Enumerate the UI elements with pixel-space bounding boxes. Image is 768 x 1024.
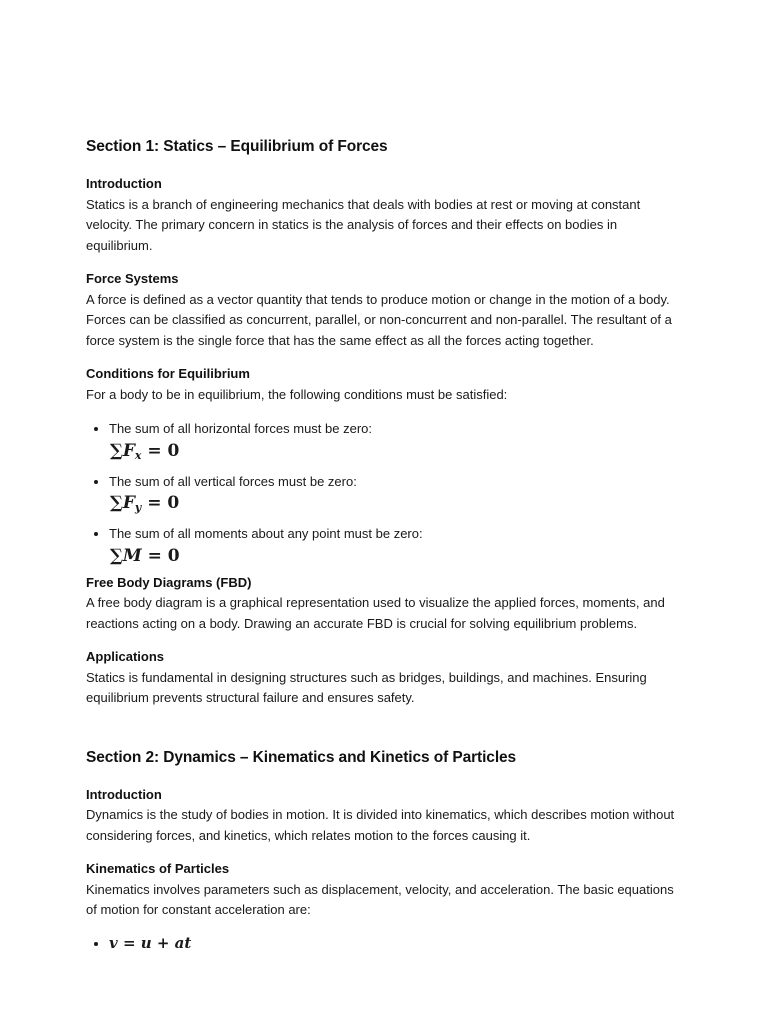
s2-intro-text: Dynamics is the study of bodies in motion. It is divided into kinematics, which describes motion without considering forces, and kinetics, which relates motion to the forces causing it. — [86, 807, 675, 843]
kinematics-text: Kinematics involves parameters such as displacement, velocity, and acceleration. The basic equations of motion for constant acceleration are: — [86, 881, 674, 917]
list-item — [109, 419, 682, 467]
section-2-title: Section 2: Dynamics – Kinematics and Kinetics of Particles — [86, 748, 517, 766]
list-item — [109, 933, 682, 955]
fbd-text: A free body diagram is a graphical representation used to visualize the applied forces, moments, and reactions acting on a body. Drawing an accurate FBD is crucial for solving equilibrium problems. — [86, 595, 665, 631]
list-item — [109, 472, 682, 520]
condition-text: The sum of all vertical forces must be zero: — [109, 473, 357, 489]
s1-intro-heading: Introduction — [86, 176, 162, 191]
equilibrium-conditions-list — [86, 419, 682, 567]
force-systems-heading: Force Systems — [86, 271, 179, 286]
equation-sum-fx: $\sum F_x = 0$ — [110, 440, 180, 462]
list-item — [109, 524, 682, 567]
equation-velocity: v = u + at — [109, 933, 192, 952]
equation-sum-m: ∑M = 0 — [110, 545, 180, 566]
motion-equations-list — [86, 933, 682, 955]
condition-text: The sum of all moments about any point must be zero: — [109, 526, 423, 541]
equilibrium-text: For a body to be in equilibrium, the following conditions must be satisfied: — [86, 386, 508, 402]
condition-text: The sum of all horizontal forces must be zero: — [109, 421, 373, 436]
applications-heading: Applications — [86, 649, 165, 664]
force-systems-text: A force is defined as a vector quantity that tends to produce motion or change in the motion of a body. Forces can be classified as concurrent, parallel, or non-concurrent and non-parallel. The resultant of a force system is the single force that has the same effect as all the forces acting together. — [86, 291, 672, 348]
fbd-heading: Free Body Diagrams (FBD) — [86, 574, 252, 590]
kinematics-heading: Kinematics of Particles — [86, 861, 230, 876]
s2-intro-heading: Introduction — [86, 786, 162, 802]
s1-intro-text: Statics is a branch of engineering mechanics that deals with bodies at rest or moving at constant velocity. The primary concern in statics is the analysis of forces and their effects on bodies in equilibrium. — [86, 196, 641, 253]
section-1-title: Section 1: Statics – Equilibrium of Forces — [86, 138, 388, 155]
applications-text: Statics is fundamental in designing structures such as bridges, buildings, and machines. Ensuring equilibrium prevents structural failure and ensures safety. — [86, 669, 647, 705]
equilibrium-heading: Conditions for Equilibrium — [86, 366, 250, 381]
equation-sum-fy: $\sum F_y = 0$ — [110, 493, 180, 514]
